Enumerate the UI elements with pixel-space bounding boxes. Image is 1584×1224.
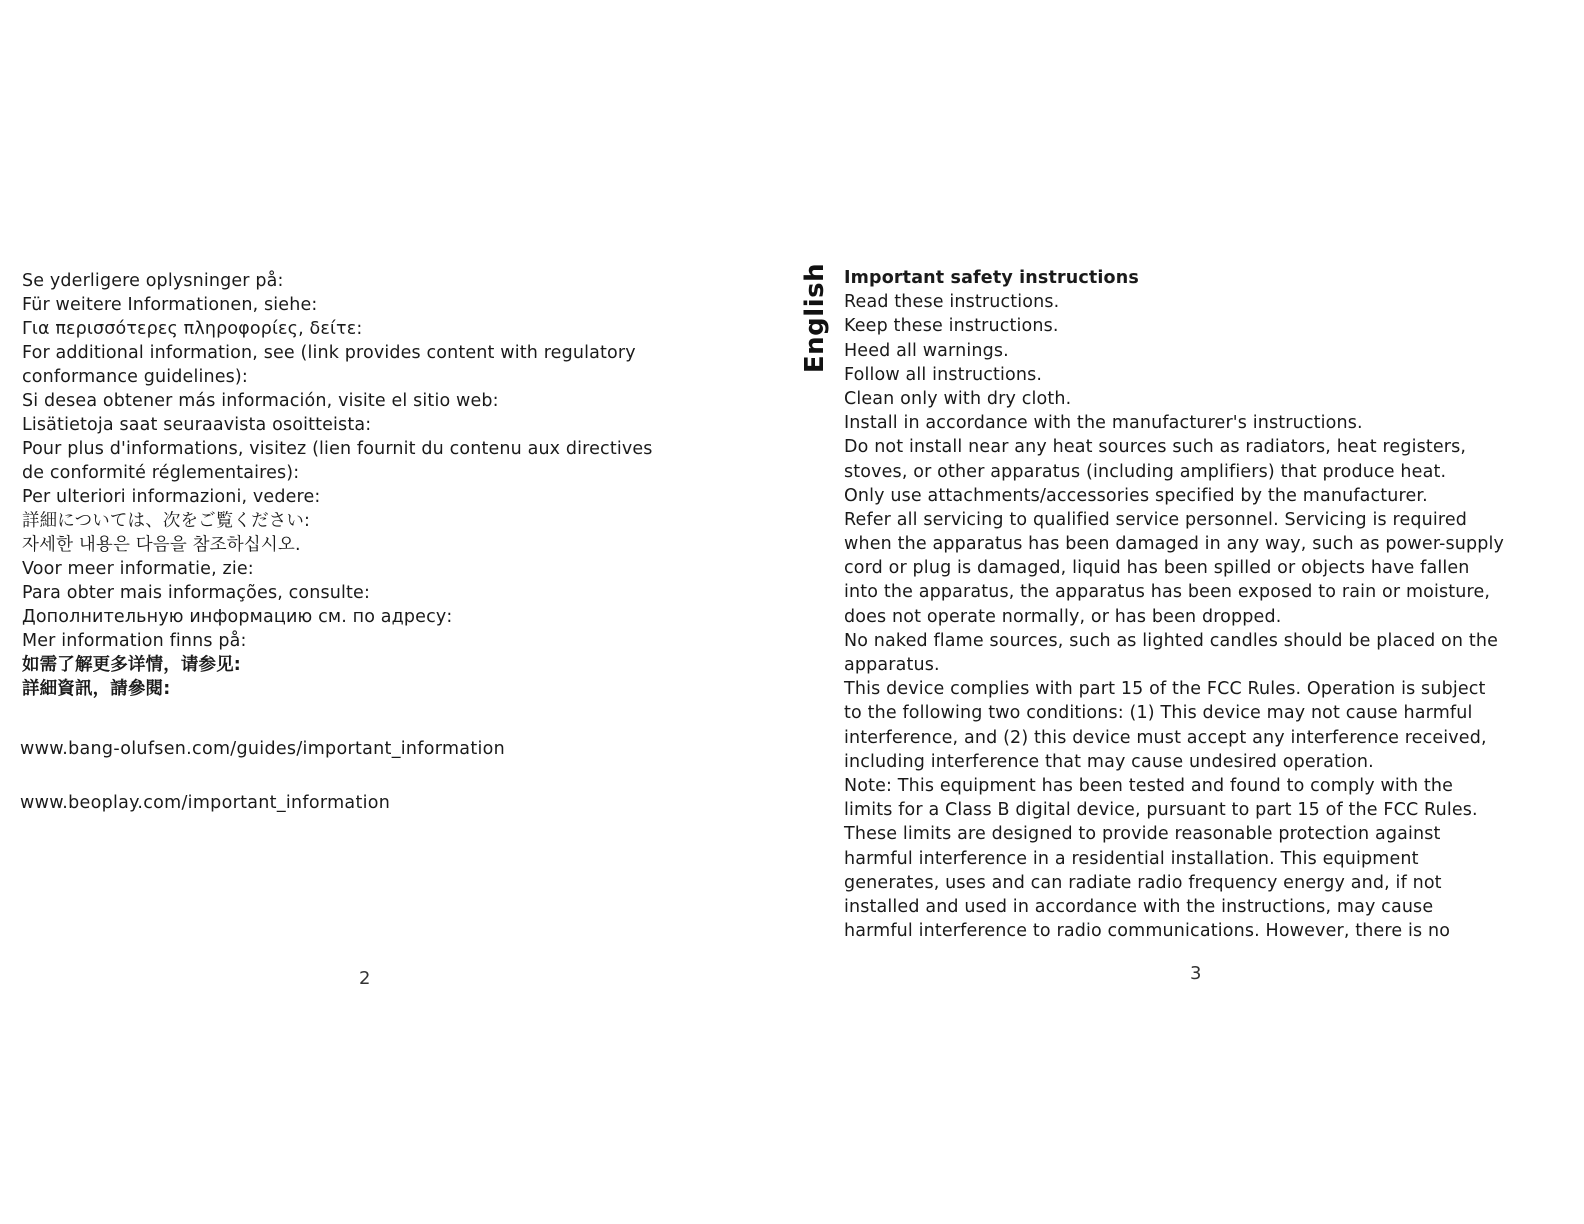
safety-line: Follow all instructions. xyxy=(844,364,1043,385)
page-number-right: 3 xyxy=(1190,963,1202,984)
safety-line: Read these instructions. xyxy=(844,292,1060,313)
language-tab xyxy=(800,262,830,374)
safety-line: generates, uses and can radiate radio frequency energy and, if not xyxy=(844,872,1442,893)
additional-information-list xyxy=(22,269,742,701)
language-tab-label: English xyxy=(800,262,830,374)
info-line-russian: Дополнительную информацию см. по адресу: xyxy=(22,607,453,627)
safety-line: Do not install near any heat sources such as radiators, heat registers, xyxy=(844,437,1467,458)
safety-line: Heed all warnings. xyxy=(844,340,1009,361)
right-page xyxy=(792,0,1584,1224)
info-line-german: Für weitere Informationen, siehe: xyxy=(22,295,318,315)
safety-line: when the apparatus has been damaged in any way, such as power-supply xyxy=(844,534,1505,555)
safety-line: limits for a Class B digital device, pursuant to part 15 of the FCC Rules. xyxy=(844,800,1478,821)
safety-line: installed and used in accordance with the instructions, may cause xyxy=(844,896,1434,917)
safety-line: harmful interference to radio communications. However, there is no xyxy=(844,921,1451,942)
info-line-swedish: Mer information finns på: xyxy=(22,631,247,651)
safety-line: interference, and (2) this device must accept any interference received, xyxy=(844,727,1487,748)
safety-line: Keep these instructions. xyxy=(844,316,1059,337)
info-line-greek: Για περισσότερες πληροφορίες, δείτε: xyxy=(22,319,363,339)
info-line-french-cont: de conformité réglementaires): xyxy=(22,463,300,483)
info-line-english-cont: conformance guidelines): xyxy=(22,367,248,387)
safety-line: This device complies with part 15 of the FCC Rules. Operation is subject xyxy=(844,679,1486,700)
safety-line: Only use attachments/accessories specified by the manufacturer. xyxy=(844,485,1428,506)
safety-heading: Important safety instructions xyxy=(844,268,1139,288)
page-number-left: 2 xyxy=(359,968,371,989)
safety-line: cord or plug is damaged, liquid has been spilled or objects have fallen xyxy=(844,558,1470,579)
info-line-spanish: Si desea obtener más información, visite el sitio web: xyxy=(22,391,499,411)
safety-instructions xyxy=(844,266,1574,943)
info-line-chinese-simplified: 如需了解更多详情，请参见: xyxy=(22,655,241,675)
info-line-portuguese: Para obter mais informações, consulte: xyxy=(22,583,371,603)
safety-line: apparatus. xyxy=(844,655,940,675)
safety-line: into the apparatus, the apparatus has been exposed to rain or moisture, xyxy=(844,582,1491,603)
safety-line: Refer all servicing to qualified service personnel. Servicing is required xyxy=(844,509,1468,530)
beoplay-url[interactable]: www.beoplay.com/important_information xyxy=(20,793,391,813)
info-line-french: Pour plus d'informations, visitez (lien fournit du contenu aux directives xyxy=(22,439,653,459)
info-line-italian: Per ulteriori informazioni, vedere: xyxy=(22,487,321,507)
info-line-danish: Se yderligere oplysninger på: xyxy=(22,271,284,291)
safety-line: does not operate normally, or has been dropped. xyxy=(844,606,1282,627)
bang-olufsen-url[interactable]: www.bang-olufsen.com/guides/important_information xyxy=(20,739,506,759)
safety-line: stoves, or other apparatus (including amplifiers) that produce heat. xyxy=(844,461,1447,482)
safety-line: harmful interference in a residential installation. This equipment xyxy=(844,848,1419,869)
safety-line: These limits are designed to provide reasonable protection against xyxy=(844,824,1441,845)
safety-line: No naked flame sources, such as lighted candles should be placed on the xyxy=(844,630,1499,651)
safety-line: to the following two conditions: (1) This device may not cause harmful xyxy=(844,703,1473,724)
safety-line: including interference that may cause undesired operation. xyxy=(844,751,1374,772)
info-line-english: For additional information, see (link provides content with regulatory xyxy=(22,343,636,363)
info-line-dutch: Voor meer informatie, zie: xyxy=(22,559,254,579)
info-line-korean: 자세한 내용은 다음을 참조하십시오. xyxy=(22,535,301,555)
info-line-finnish: Lisätietoja saat seuraavista osoitteista: xyxy=(22,415,372,435)
safety-line: Clean only with dry cloth. xyxy=(844,388,1072,409)
info-line-japanese: 詳細については、次をご覧ください: xyxy=(22,511,311,531)
safety-line: Note: This equipment has been tested and found to comply with the xyxy=(844,775,1454,796)
safety-line: Install in accordance with the manufacturer's instructions. xyxy=(844,413,1363,434)
info-line-chinese-traditional: 詳細資訊，請參閱: xyxy=(22,679,171,699)
